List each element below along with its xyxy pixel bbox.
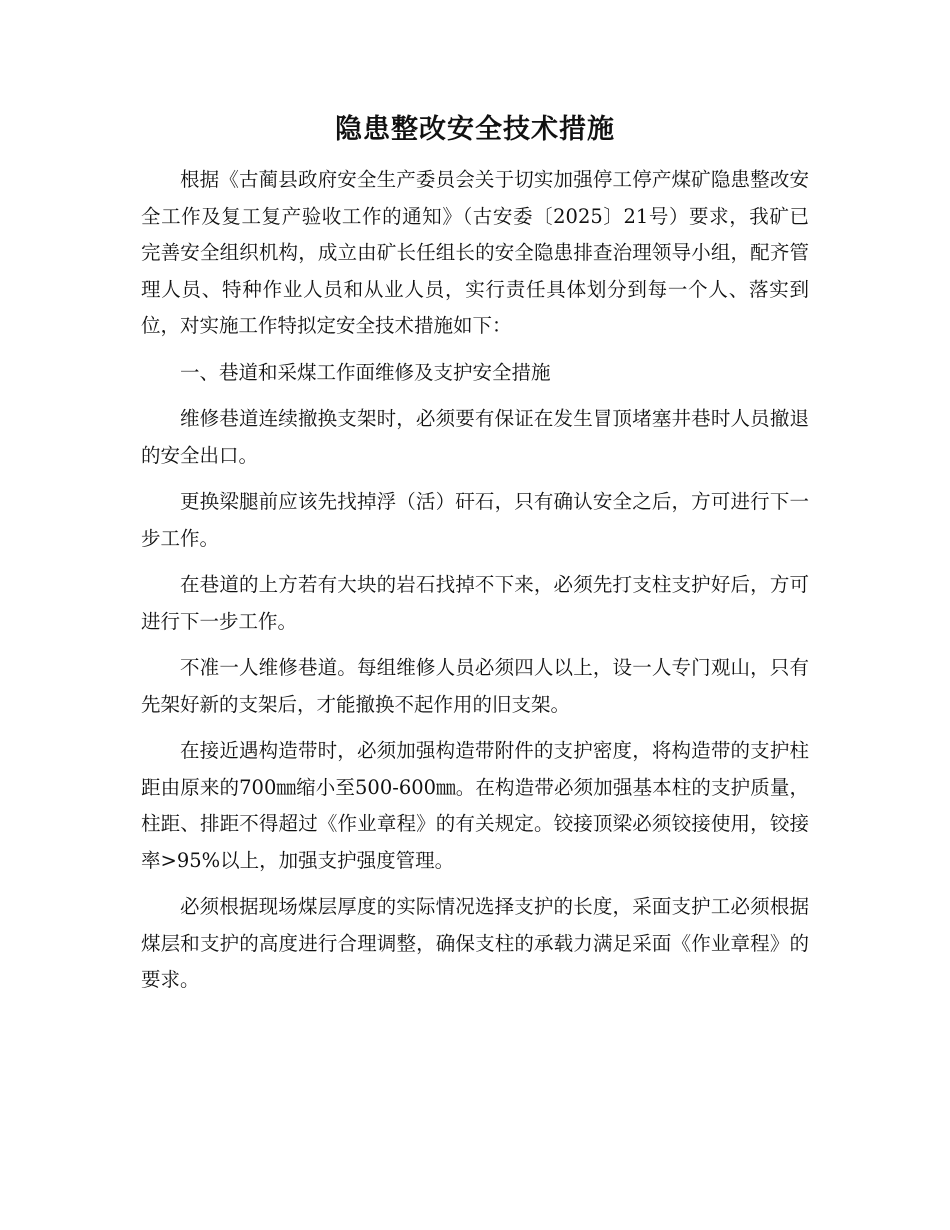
body-paragraph: 必须根据现场煤层厚度的实际情况选择支护的长度，采面支护工必须根据煤层和支护的高度进行合理调整，确保支柱的承载力满足采面《作业章程》的要求。 bbox=[141, 895, 809, 991]
body-paragraph: 在巷道的上方若有大块的岩石找掉不下来，必须先打支柱支护好后，方可进行下一步工作。 bbox=[141, 573, 809, 633]
body-paragraph: 维修巷道连续撤换支架时，必须要有保证在发生冒顶堵塞井巷时人员撤退的安全出口。 bbox=[141, 407, 809, 467]
body-paragraph: 不准一人维修巷道。每组维修人员必须四人以上，设一人专门观山，只有先架好新的支架后，才能撤换不起作用的旧支架。 bbox=[141, 656, 809, 716]
intro-paragraph: 根据《古蔺县政府安全生产委员会关于切实加强停工停产煤矿隐患整改安全工作及复工复产验收工作的通知》（古安委〔2025〕21号）要求，我矿已完善安全组织机构，成立由矿长任组长的安全隐患排查治理领导小组，配齐管理人员、特种作业人员和从业人员，实行责任具体划分到每一个人、落实到位，对实施工作特拟定安全技术措施如下： bbox=[141, 168, 809, 337]
document-body bbox=[141, 162, 809, 1009]
document-title: 隐患整改安全技术措施 bbox=[335, 114, 615, 145]
body-paragraph: 更换梁腿前应该先找掉浮（活）矸石，只有确认安全之后，方可进行下一步工作。 bbox=[141, 490, 809, 550]
body-paragraph: 在接近遇构造带时，必须加强构造带附件的支护密度，将构造带的支护柱距由原来的700㎜缩小至500-600㎜。在构造带必须加强基本柱的支护质量，柱距、排距不得超过《作业章程》的有关规定。铰接顶梁必须铰接使用，铰接率>95%以上，加强支护强度管理。 bbox=[141, 739, 809, 872]
section-heading: 一、巷道和采煤工作面维修及支护安全措施 bbox=[180, 360, 551, 384]
